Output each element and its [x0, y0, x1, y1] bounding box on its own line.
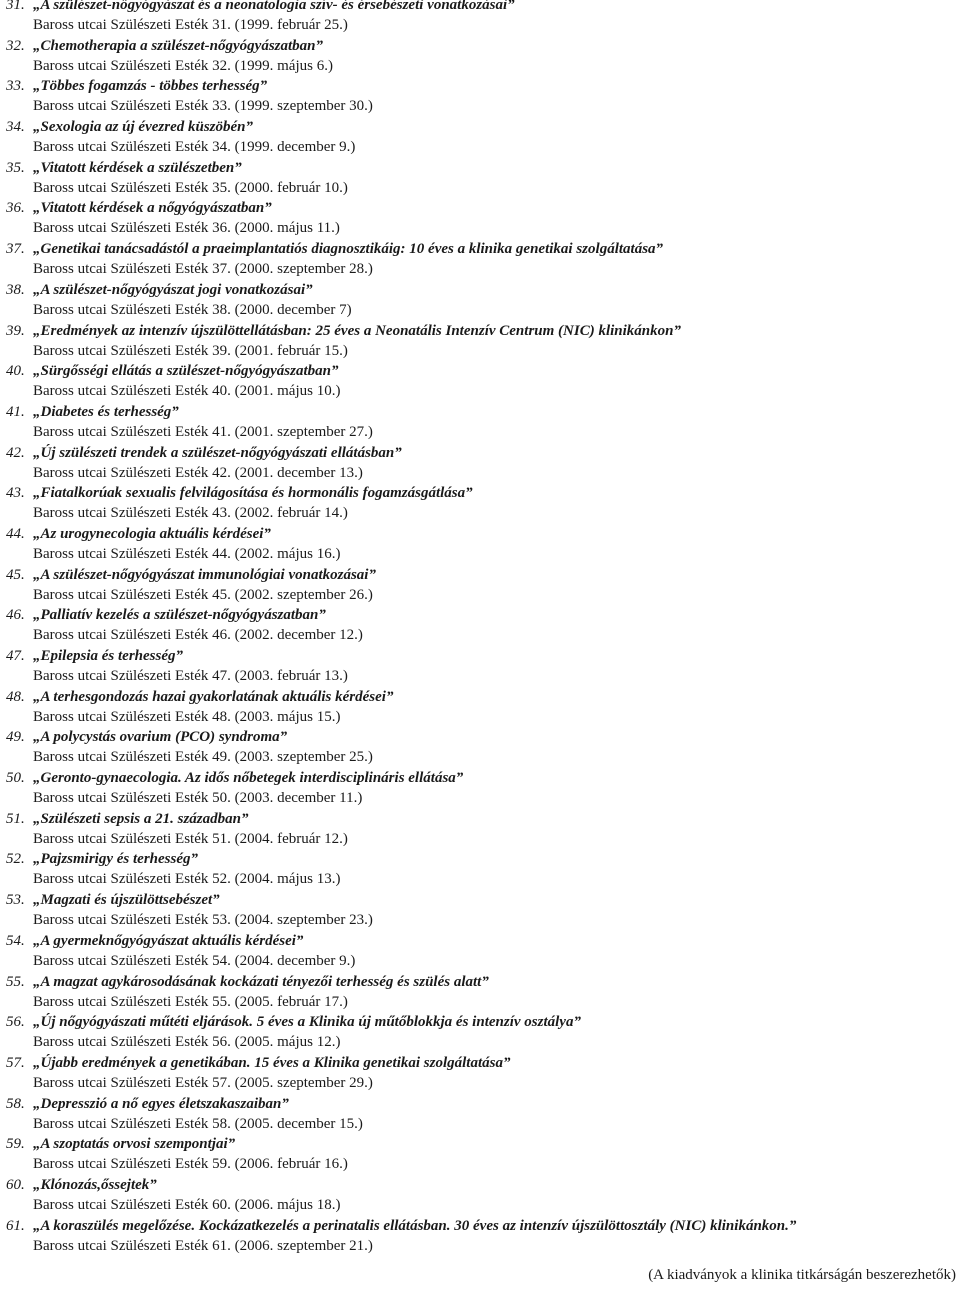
- entry-subtitle: Baross utcai Szülészeti Esték 44. (2002. május 16.): [33, 545, 341, 562]
- entry-number: 34.: [6, 119, 25, 136]
- entry-title: „Új nőgyógyászati műtéti eljárások. 5 éves a Klinika új műtőblokkja és intenzív osztálya”: [33, 1014, 581, 1031]
- entry-title: „Szülészeti sepsis a 21. században”: [33, 810, 249, 827]
- entry-title: „Magzati és újszülöttsebészet”: [33, 892, 220, 909]
- entry-number: 36.: [6, 200, 25, 217]
- entry-number: 35.: [6, 159, 25, 176]
- entry-subtitle: Baross utcai Szülészeti Esték 42. (2001. december 13.): [33, 464, 363, 481]
- entry-subtitle: Baross utcai Szülészeti Esték 59. (2006. február 16.): [33, 1156, 348, 1173]
- entry-title: „A szülészet-nőgyógyászat és a neonatologia szív- és érsebészeti vonatkozásai”: [33, 0, 515, 13]
- entry-number: 32.: [6, 37, 25, 54]
- entry-title: „Többes fogamzás - többes terhesség”: [33, 78, 268, 95]
- list-item: [0, 768, 960, 809]
- entry-title: „A magzat agykárosodásának kockázati tényezői terhesség és szülés alatt”: [33, 973, 489, 990]
- entry-number: 49.: [6, 729, 25, 746]
- list-item: [0, 727, 960, 768]
- list-item: [0, 483, 960, 524]
- entry-title: „A szülészet-nőgyógyászat immunológiai vonatkozásai”: [33, 566, 376, 583]
- list-item: [0, 931, 960, 972]
- list-item: [0, 565, 960, 606]
- entry-number: 38.: [6, 281, 25, 298]
- entry-number: 46.: [6, 607, 25, 624]
- list-item: [0, 0, 960, 36]
- entry-title: „A polycystás ovarium (PCO) syndroma”: [33, 729, 288, 746]
- list-item: [0, 158, 960, 199]
- entry-subtitle: Baross utcai Szülészeti Esték 61. (2006. szeptember 21.): [33, 1237, 373, 1254]
- list-item: [0, 198, 960, 239]
- entry-number: 51.: [6, 810, 25, 827]
- list-item: [0, 890, 960, 931]
- entry-title: „Epilepsia és terhesség”: [33, 648, 183, 664]
- entry-subtitle: Baross utcai Szülészeti Esték 34. (1999. december 9.): [33, 139, 356, 156]
- entry-title: „Sexologia az új évezred küszöbén”: [33, 119, 254, 136]
- entry-subtitle: Baross utcai Szülészeti Esték 58. (2005. december 15.): [33, 1115, 363, 1132]
- list-item: [0, 605, 960, 646]
- entry-subtitle: Baross utcai Szülészeti Esték 49. (2003. szeptember 25.): [33, 749, 373, 766]
- list-item: [0, 972, 960, 1013]
- entry-number: 60.: [6, 1176, 25, 1193]
- entry-subtitle: Baross utcai Szülészeti Esték 32. (1999. május 6.): [33, 57, 333, 74]
- entry-subtitle: Baross utcai Szülészeti Esték 60. (2006. május 18.): [33, 1196, 341, 1213]
- entry-number: 57.: [6, 1054, 25, 1071]
- entry-number: 56.: [6, 1014, 25, 1031]
- entry-subtitle: Baross utcai Szülészeti Esték 40. (2001. május 10.): [33, 383, 341, 400]
- entry-number: 44.: [6, 525, 25, 542]
- entry-subtitle: Baross utcai Szülészeti Esték 38. (2000. december 7): [33, 301, 352, 318]
- entry-subtitle: Baross utcai Szülészeti Esték 35. (2000. február 10.): [33, 179, 348, 196]
- entry-subtitle: Baross utcai Szülészeti Esték 48. (2003. május 15.): [33, 708, 341, 725]
- entry-title: „A gyermeknőgyógyászat aktuális kérdései”: [33, 932, 304, 949]
- entry-subtitle: Baross utcai Szülészeti Esték 37. (2000. szeptember 28.): [33, 261, 373, 278]
- entry-title: „Depresszió a nő egyes életszakaszaiban”: [33, 1095, 289, 1112]
- entry-number: 41.: [6, 403, 25, 420]
- entry-title: „Palliatív kezelés a szülészet-nőgyógyászatban”: [33, 607, 326, 624]
- entry-subtitle: Baross utcai Szülészeti Esték 31. (1999. február 25.): [33, 17, 348, 33]
- list-item: [0, 1094, 960, 1135]
- entry-number: 59.: [6, 1136, 25, 1153]
- entry-subtitle: Baross utcai Szülészeti Esték 56. (2005. május 12.): [33, 1034, 341, 1051]
- entry-number: 58.: [6, 1095, 25, 1112]
- entry-title: „A szülészet-nőgyógyászat jogi vonatkozásai”: [33, 281, 313, 298]
- list-item: [0, 443, 960, 484]
- entry-title: „Geronto-gynaecologia. Az idős nőbetegek interdisciplináris ellátása”: [33, 770, 464, 787]
- entry-title: „Pajzsmirigy és terhesség”: [33, 851, 198, 868]
- entry-subtitle: Baross utcai Szülészeti Esték 33. (1999. szeptember 30.): [33, 98, 373, 115]
- entry-subtitle: Baross utcai Szülészeti Esték 50. (2003. december 11.): [33, 790, 363, 807]
- entry-subtitle: Baross utcai Szülészeti Esték 39. (2001. február 15.): [33, 342, 348, 359]
- entry-title: „Diabetes és terhesség”: [33, 403, 179, 420]
- entry-subtitle: Baross utcai Szülészeti Esték 46. (2002. december 12.): [33, 627, 363, 644]
- entry-title: „Klónozás,őssejtek”: [33, 1176, 157, 1193]
- list-item: [0, 646, 960, 687]
- entry-subtitle: Baross utcai Szülészeti Esték 54. (2004. december 9.): [33, 952, 356, 969]
- entry-number: 50.: [6, 770, 25, 787]
- entry-title: „A koraszülés megelőzése. Kockázatkezelés a perinatalis ellátásban. 30 éves az intenzív újszülöttosztály (NIC) klinikánkon.”: [33, 1217, 797, 1234]
- list-item: [0, 239, 960, 280]
- list-item: [0, 280, 960, 321]
- entry-number: 43.: [6, 485, 25, 502]
- list-item: [0, 117, 960, 158]
- entry-title: „A szoptatás orvosi szempontjai”: [33, 1136, 236, 1153]
- list-item: [0, 1175, 960, 1216]
- entry-number: 45.: [6, 566, 25, 583]
- list-item: [0, 1134, 960, 1175]
- footer-note: (A kiadványok a klinika titkárságán beszerezhetők): [648, 1267, 956, 1283]
- entry-title: „Vitatott kérdések a nőgyógyászatban”: [33, 200, 272, 217]
- entry-title: „Új szülészeti trendek a szülészet-nőgyógyászati ellátásban”: [33, 444, 402, 461]
- entry-title: „Eredmények az intenzív újszülöttellátásban: 25 éves a Neonatális Intenzív Centrum (NIC) klinikánkon”: [33, 322, 681, 339]
- entry-number: 48.: [6, 688, 25, 705]
- entry-title: „Újabb eredmények a genetikában. 15 éves a Klinika genetikai szolgáltatása”: [33, 1054, 511, 1071]
- entry-subtitle: Baross utcai Szülészeti Esték 47. (2003. február 13.): [33, 668, 348, 684]
- list-item: [0, 36, 960, 77]
- entry-number: 33.: [6, 78, 25, 95]
- entry-number: 37.: [6, 241, 25, 258]
- list-item: [0, 361, 960, 402]
- entry-subtitle: Baross utcai Szülészeti Esték 36. (2000. május 11.): [33, 220, 340, 237]
- list-item: [0, 402, 960, 443]
- entry-subtitle: Baross utcai Szülészeti Esték 53. (2004. szeptember 23.): [33, 912, 373, 929]
- entry-subtitle: Baross utcai Szülészeti Esték 43. (2002. február 14.): [33, 505, 348, 522]
- list-item: [0, 321, 960, 362]
- list-item: [0, 76, 960, 117]
- list-item: [0, 849, 960, 890]
- entry-title: „Sürgősségi ellátás a szülészet-nőgyógyászatban”: [33, 363, 339, 380]
- list-item: [0, 809, 960, 850]
- entry-subtitle: Baross utcai Szülészeti Esték 51. (2004. február 12.): [33, 830, 348, 847]
- list-item: [0, 1053, 960, 1094]
- entry-number: 40.: [6, 363, 25, 380]
- entry-title: „Chemotherapia a szülészet-nőgyógyászatban”: [33, 37, 324, 54]
- entry-subtitle: Baross utcai Szülészeti Esték 55. (2005. február 17.): [33, 993, 348, 1010]
- entry-title: „Vitatott kérdések a szülészetben”: [33, 159, 242, 176]
- entry-subtitle: Baross utcai Szülészeti Esték 41. (2001. szeptember 27.): [33, 423, 373, 440]
- entry-number: 61.: [6, 1217, 25, 1234]
- entry-title: „Genetikai tanácsadástól a praeimplantatiós diagnosztikáig: 10 éves a klinika genetikai szolgáltatása”: [33, 241, 664, 258]
- entry-title: „A terhesgondozás hazai gyakorlatának aktuális kérdései”: [33, 688, 394, 705]
- list-item: [0, 524, 960, 565]
- entry-title: „Az urogynecologia aktuális kérdései”: [33, 525, 271, 542]
- entry-subtitle: Baross utcai Szülészeti Esték 57. (2005. szeptember 29.): [33, 1074, 373, 1091]
- entry-subtitle: Baross utcai Szülészeti Esték 45. (2002. szeptember 26.): [33, 586, 373, 603]
- list-item: [0, 1216, 960, 1257]
- entry-number: 42.: [6, 444, 25, 461]
- entry-number: 54.: [6, 932, 25, 949]
- entry-number: 55.: [6, 973, 25, 990]
- list-item: [0, 1012, 960, 1053]
- entry-number: 53.: [6, 892, 25, 909]
- entry-number: 47.: [6, 648, 25, 664]
- entry-number: 39.: [6, 322, 25, 339]
- entry-number: 52.: [6, 851, 25, 868]
- entry-subtitle: Baross utcai Szülészeti Esték 52. (2004. május 13.): [33, 871, 341, 888]
- entry-title: „Fiatalkorúak sexualis felvilágosítása és hormonális fogamzásgátlása”: [33, 485, 473, 502]
- entry-number: 31.: [6, 0, 25, 13]
- list-item: [0, 687, 960, 728]
